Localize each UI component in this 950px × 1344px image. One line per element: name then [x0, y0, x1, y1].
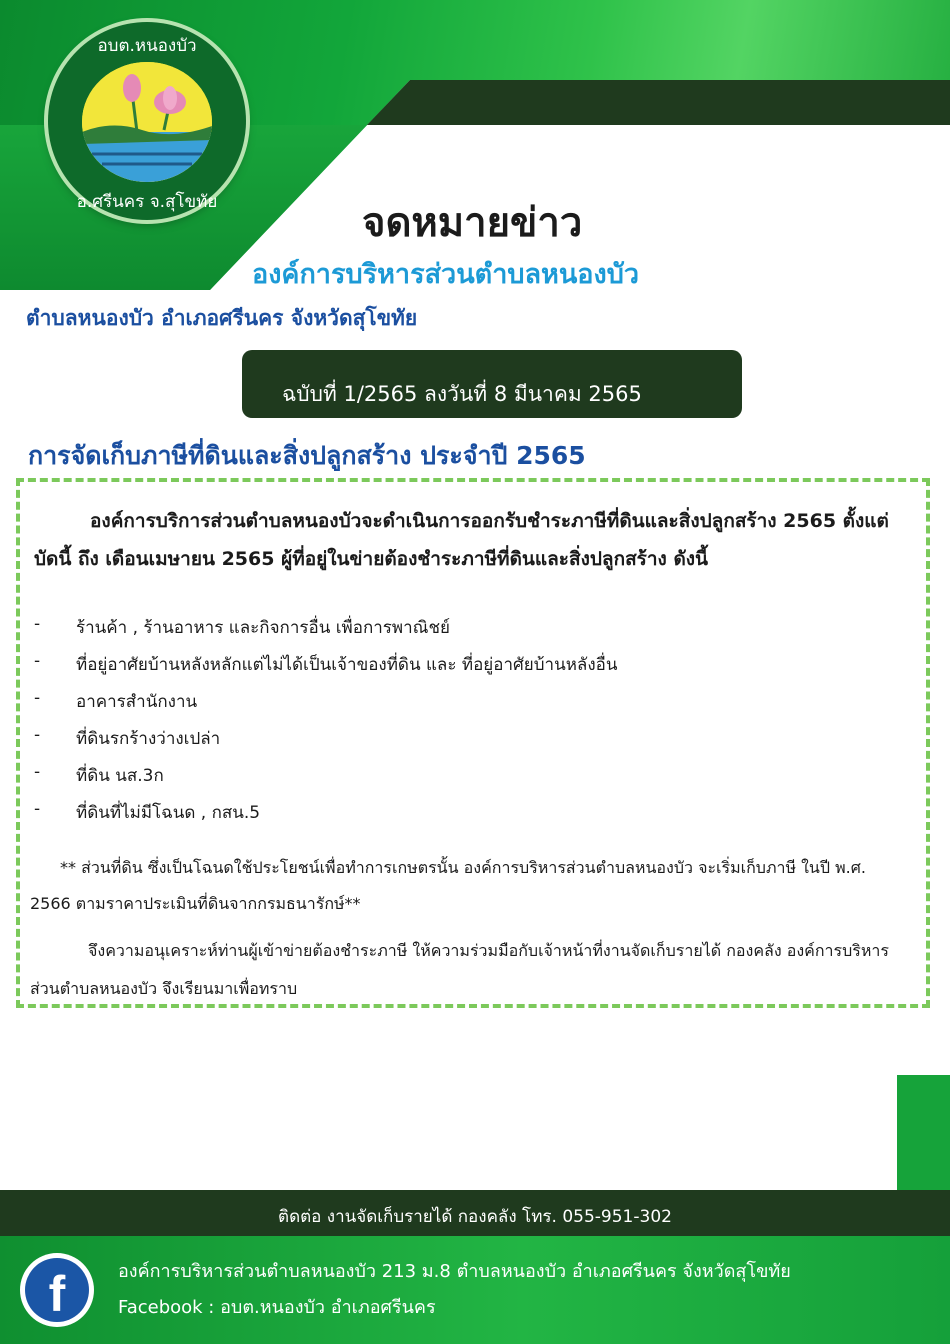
agricultural-land-note: ** ส่วนที่ดิน ซึ่งเป็นโฉนดใช้ประโยชน์เพื่อทำการเกษตรนั้น องค์การบริหารส่วนตำบลหนองบัว จะเริ่มเก็บภาษี ในปี พ.ศ. 2566 ตามราคาประเมินที่ดินจากกรมธนารักษ์**	[30, 858, 866, 913]
list-item-text: ที่อยู่อาศัยบ้านหลังหลักแต่ไม่ได้เป็นเจ้าของที่ดิน และ ที่อยู่อาศัยบ้านหลังอื่น	[76, 655, 618, 675]
list-item	[34, 762, 914, 799]
decorative-green-block	[897, 1075, 950, 1190]
page-title: จดหมายข่าว	[362, 200, 583, 246]
logo-ring-top-text: อบต.หนองบัว	[97, 36, 197, 56]
footer	[0, 1236, 950, 1344]
logo-ring-bottom-text: อ.ศรีนคร จ.สุโขทัย	[76, 192, 218, 212]
contact-text: ติดต่อ งานจัดเก็บรายได้ กองคลัง โทร. 055-951-302	[278, 1207, 672, 1227]
list-bullet: -	[34, 614, 41, 634]
issue-number: ฉบับที่ 1/2565 ลงวันที่ 8 มีนาคม 2565	[282, 382, 642, 406]
list-item-text: ที่ดิน นส.3ก	[76, 766, 164, 786]
facebook-icon[interactable]	[20, 1253, 94, 1327]
facebook-link[interactable]: Facebook : อบต.หนองบัว อำเภอศรีนคร	[118, 1297, 436, 1318]
location-line: ตำบลหนองบัว อำเภอศรีนคร จังหวัดสุโขทัย	[26, 306, 418, 330]
facebook-glyph: f	[25, 1258, 89, 1322]
list-item-text: ที่ดินที่ไม่มีโฉนด , กสน.5	[76, 803, 261, 823]
contact-bar	[0, 1190, 950, 1236]
list-item-text: อาคารสำนักงาน	[76, 692, 198, 712]
organization-name: องค์การบริหารส่วนตำบลหนองบัว	[252, 259, 640, 290]
issue-banner	[242, 350, 742, 418]
list-item	[34, 688, 914, 725]
list-bullet: -	[34, 725, 41, 745]
announcement-headline: การจัดเก็บภาษีที่ดินและสิ่งปลูกสร้าง ประจำปี 2565	[28, 441, 586, 470]
list-item-text: ที่ดินรกร้างว่างเปล่า	[76, 729, 221, 749]
list-item	[34, 725, 914, 762]
list-bullet: -	[34, 688, 41, 708]
list-bullet: -	[34, 799, 41, 819]
list-item-text: ร้านค้า , ร้านอาหาร และกิจการอื่น เพื่อการพาณิชย์	[76, 618, 450, 638]
list-bullet: -	[34, 651, 41, 671]
organization-logo	[48, 22, 246, 220]
intro-paragraph: องค์การบริการส่วนตำบลหนองบัวจะดำเนินการออกรับชำระภาษีที่ดินและสิ่งปลูกสร้าง 2565 ตั้งแต่บัดนี้ ถึง เดือนเมษายน 2565 ผู้ที่อยู่ในข่ายต้องชำระภาษีที่ดินและสิ่งปลูกสร้าง ดังนี้	[34, 510, 889, 570]
lotus-emblem	[82, 62, 212, 182]
list-bullet: -	[34, 762, 41, 782]
announcement-body	[16, 478, 930, 1008]
list-item	[34, 799, 914, 836]
list-item	[34, 651, 914, 688]
list-item	[34, 614, 914, 651]
closing-paragraph: จึงความอนุเคราะห์ท่านผู้เข้าข่ายต้องชำระภาษี ให้ความร่วมมือกับเจ้าหน้าที่งานจัดเก็บรายได้ กองคลัง องค์การบริหารส่วนตำบลหนองบัว จึงเรียนมาเพื่อทราบ	[30, 941, 889, 998]
footer-address: องค์การบริหารส่วนตำบลหนองบัว 213 ม.8 ตำบลหนองบัว อำเภอศรีนคร จังหวัดสุโขทัย	[118, 1261, 791, 1282]
taxable-items-list	[34, 614, 914, 836]
